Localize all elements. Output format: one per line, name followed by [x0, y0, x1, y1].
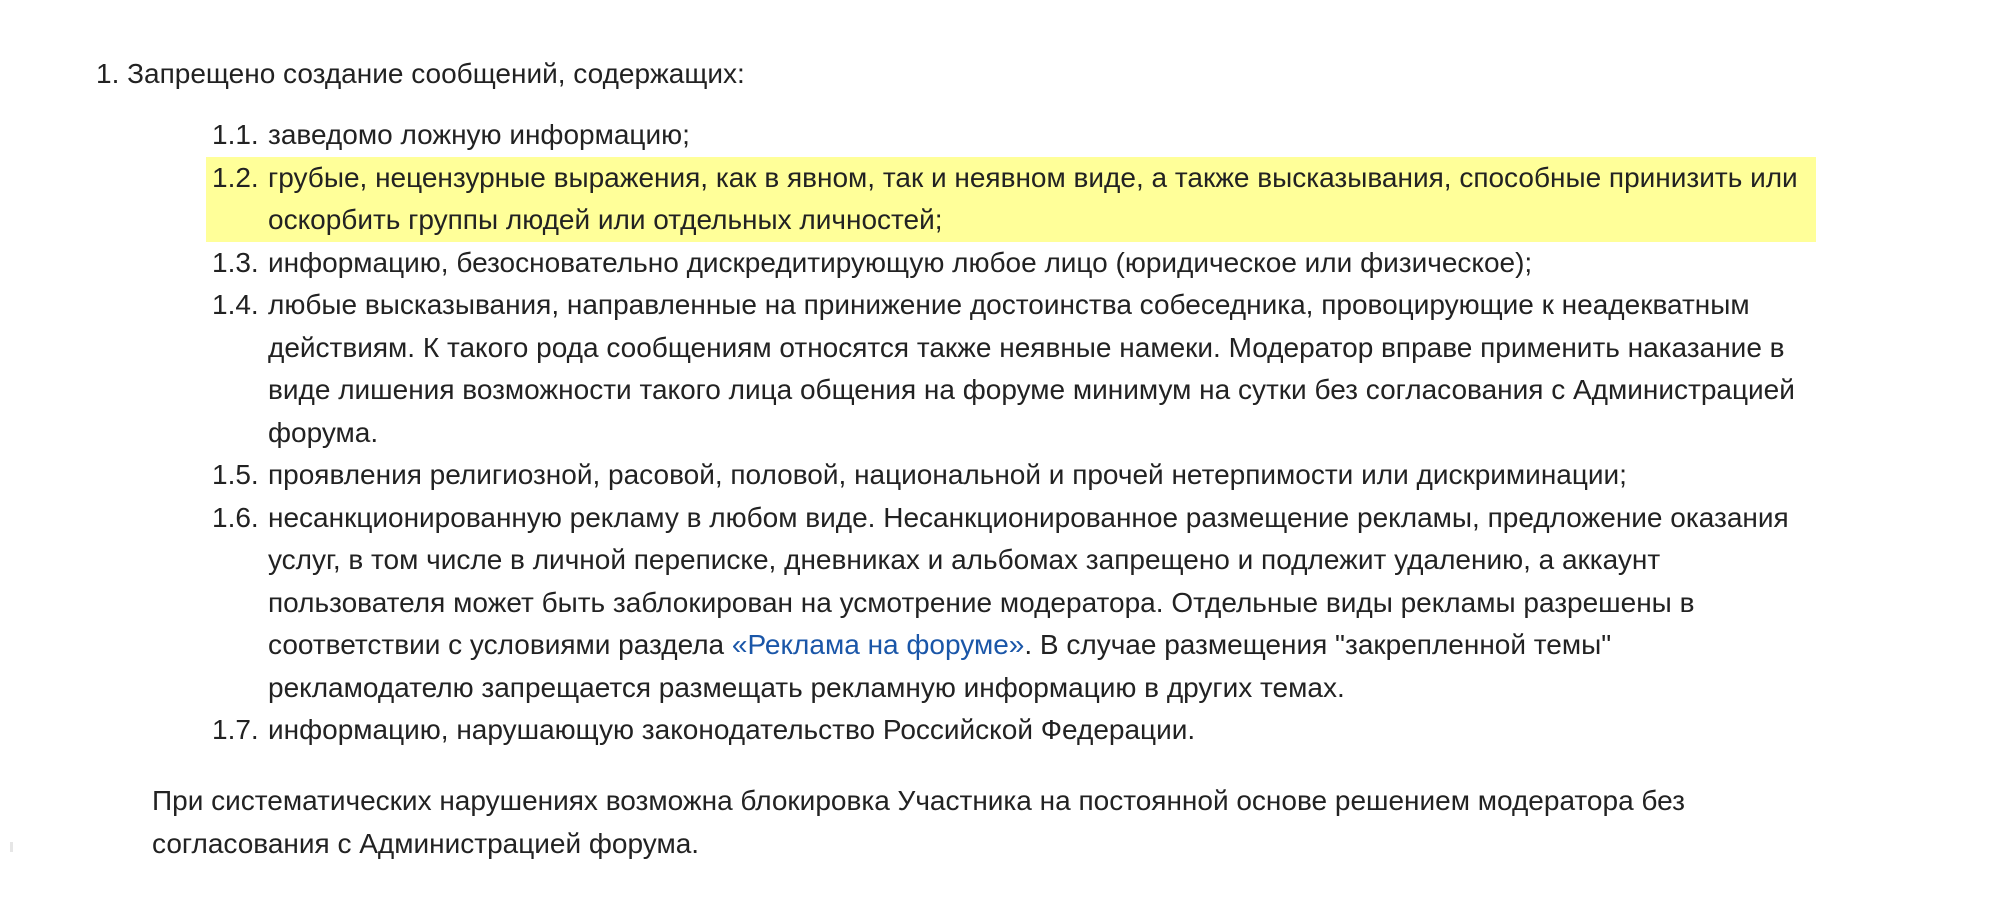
rule-1-3-text: информацию, безосновательно дискредитирующую любое лицо (юридическое или физическое);: [268, 246, 1533, 278]
rule-1-sublist: [206, 114, 1816, 752]
rule-1-6: [206, 497, 1816, 710]
rule-1-1-number: 1.1.: [212, 119, 259, 150]
advertising-section-link[interactable]: «Реклама на форуме»: [731, 629, 1025, 660]
rule-1-3: [206, 242, 1816, 285]
rule-1-2-number: 1.2.: [212, 161, 259, 193]
rule-1-5-number: 1.5.: [212, 459, 259, 490]
rule-1-text: Запрещено создание сообщений, содержащих:: [127, 58, 745, 89]
rule-1-4-number: 1.4.: [212, 289, 259, 320]
rule-1-2-highlighted: [206, 157, 1816, 242]
rule-1-number: 1.: [96, 58, 120, 89]
rule-1-4: [206, 284, 1816, 454]
rule-1-2-text: грубые, нецензурные выражения, как в явном, так и неявном виде, а также высказывания, способные принизить или оскорбить группы людей или отдельных личностей;: [268, 161, 1798, 235]
rule-1-6-text-after: . В случае размещения "закрепленной темы" рекламодателю запрещается размещать рекламную информацию в других темах.: [268, 629, 1612, 703]
rule-1-3-number: 1.3.: [212, 246, 259, 278]
rule-1-1-text: заведомо ложную информацию;: [268, 119, 690, 150]
rule-1-7: [206, 709, 1816, 752]
rule-1-5-text: проявления религиозной, расовой, половой, национальной и прочей нетерпимости или дискриминации;: [268, 459, 1627, 490]
edge-divider: [10, 842, 13, 852]
rule-1-heading: [96, 54, 745, 94]
systematic-violations-note: При систематических нарушениях возможна блокировка Участника на постоянной основе решением модератора без согласования с Администрацией форума.: [152, 785, 1685, 859]
rule-1-6-text-before: несанкционированную рекламу в любом виде. Несанкционированное размещение рекламы, предложение оказания услуг, в том числе в личной переписке, дневниках и альбомах запрещено и подлежит удалению, а аккаунт пользователя может быть заблокирован на усмотрение модератора. Отдельные виды рекламы разрешены в соответствии с условиями раздела: [268, 501, 1789, 660]
rule-1-7-text: информацию, нарушающую законодательство Российской Федерации.: [268, 714, 1196, 745]
rule-1-1: [206, 114, 1816, 157]
rule-1-5: [206, 454, 1816, 497]
rule-1-7-number: 1.7.: [212, 714, 259, 745]
rule-1-4-text: любые высказывания, направленные на принижение достоинства собеседника, провоцирующие к неадекватным действиям. К такого рода сообщениям относятся также неявные намеки. Модератор вправе применить наказание в виде лишения возможности такого лица общения на форуме минимум на сутки без согласования с Администрацией форума.: [268, 289, 1795, 448]
rule-1-6-number: 1.6.: [212, 501, 259, 533]
